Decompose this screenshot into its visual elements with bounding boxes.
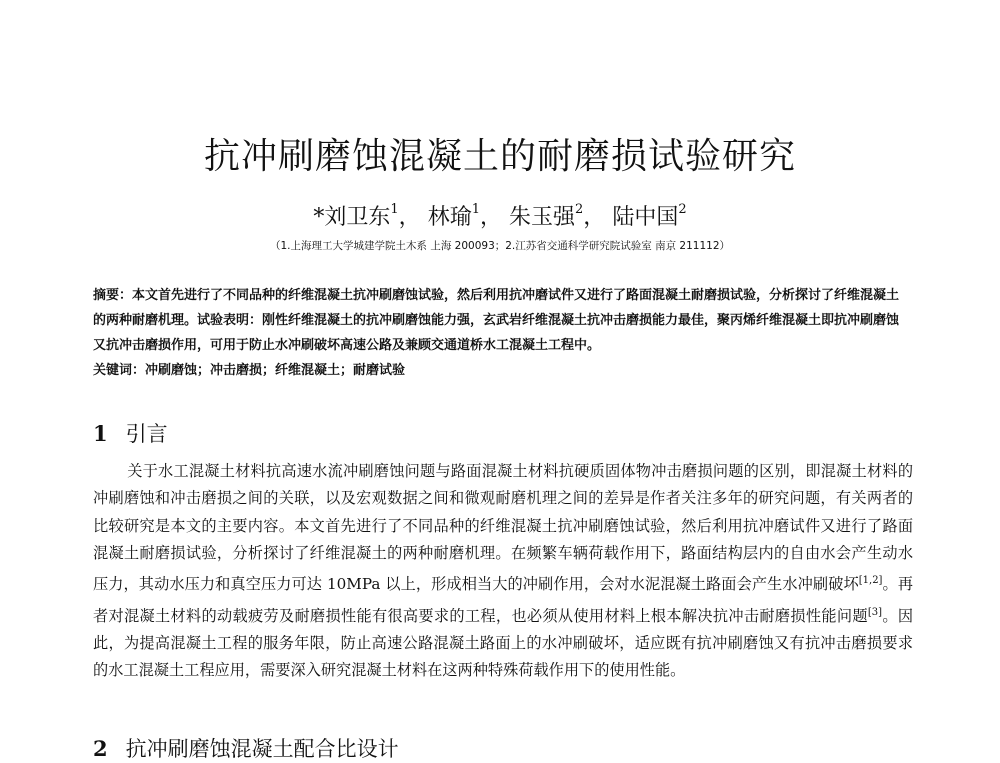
- author-name: 陆中国: [612, 205, 679, 230]
- author-list: [0, 200, 1000, 231]
- intro-text-part2: 。再者对混凝土材料的动载疲劳及耐磨损性能有很高要求的工程，也必须从使用材料上根本解决抗冲击耐磨损性能问题: [93, 575, 914, 625]
- section-number: 2: [93, 736, 108, 761]
- intro-text-part3: 。因此，为提高混凝土工程的服务年限，防止高速公路混凝土路面上的水冲刷破坏，适应既有抗冲刷磨蚀又有抗冲击磨损要求的水工混凝土工程应用，需要深入研究混凝土材料在这两种特殊荷载作用下的使用性能。: [93, 606, 914, 680]
- section-number: 1: [93, 421, 108, 446]
- author-name: 朱玉强: [509, 205, 576, 230]
- author-name: 林瑜: [427, 205, 472, 230]
- abstract: 摘要：本文首先进行了不同品种的纤维混凝土抗冲刷磨蚀试验，然后利用抗冲磨试件又进行了路面混凝土耐磨损试验，分析探讨了纤维混凝土的两种耐磨机理。试验表明：刚性纤维混凝土的抗冲刷磨蚀能力强，玄武岩纤维混凝土抗冲击磨损能力最佳，聚丙烯纤维混凝土即抗冲刷磨蚀又抗冲击磨损作用，可用于防止水冲刷破坏高速公路及兼顾交通道桥水工混凝土工程中。: [93, 288, 900, 353]
- author-separator: ，: [583, 205, 606, 230]
- keywords: 关键词：冲刷磨蚀；冲击磨损；纤维混凝土；耐磨试验: [93, 363, 406, 378]
- author-affiliation-mark: 2: [575, 201, 584, 217]
- author-affiliation-mark: 2: [678, 201, 687, 217]
- section-title: 引言: [125, 422, 168, 446]
- section-title: 抗冲刷磨蚀混凝土配合比设计: [125, 737, 399, 761]
- author-affiliation-mark: 1: [390, 201, 399, 217]
- affiliations: （1.上海理工大学城建学院土木系 上海 200093；2.江苏省交通科学研究院试验室 南京 211112）: [269, 240, 731, 252]
- citation-ref: [1,2]: [858, 575, 883, 587]
- author-affiliation-mark: 1: [471, 201, 480, 217]
- intro-text-part1: 关于水工混凝土材料抗高速水流冲刷磨蚀问题与路面混凝土材料抗硬质固体物冲击磨损问题的区别，即混凝土材料的冲刷磨蚀和冲击磨损之间的关联，以及宏观数据之间和微观耐磨机理之间的差异是作者关注多年的研究问题，有关两者的比较研究是本文的主要内容。本文首先进行了不同品种的纤维混凝土抗冲刷磨蚀试验，然后利用抗冲磨试件又进行了路面混凝土耐磨损试验，分析探讨了纤维混凝土的两种耐磨机理。在频繁车辆荷载作用下，路面结构层内的自由水会产生动水压力，其动水压力和真空压力可达 10MPa 以上，形成相当大的冲刷作用，会对水泥混凝土路面会产生水冲刷破坏: [93, 462, 913, 594]
- author-separator: ，: [479, 205, 502, 230]
- section-heading-mix-design: [93, 733, 399, 763]
- author-separator: ，: [398, 205, 421, 230]
- section-heading-introduction: [93, 418, 168, 448]
- introduction-paragraph: [93, 458, 913, 685]
- citation-ref: [3]: [867, 606, 883, 618]
- paper-title: 抗冲刷磨蚀混凝土的耐磨损试验研究: [203, 136, 796, 177]
- author-name: *刘卫东: [313, 205, 391, 230]
